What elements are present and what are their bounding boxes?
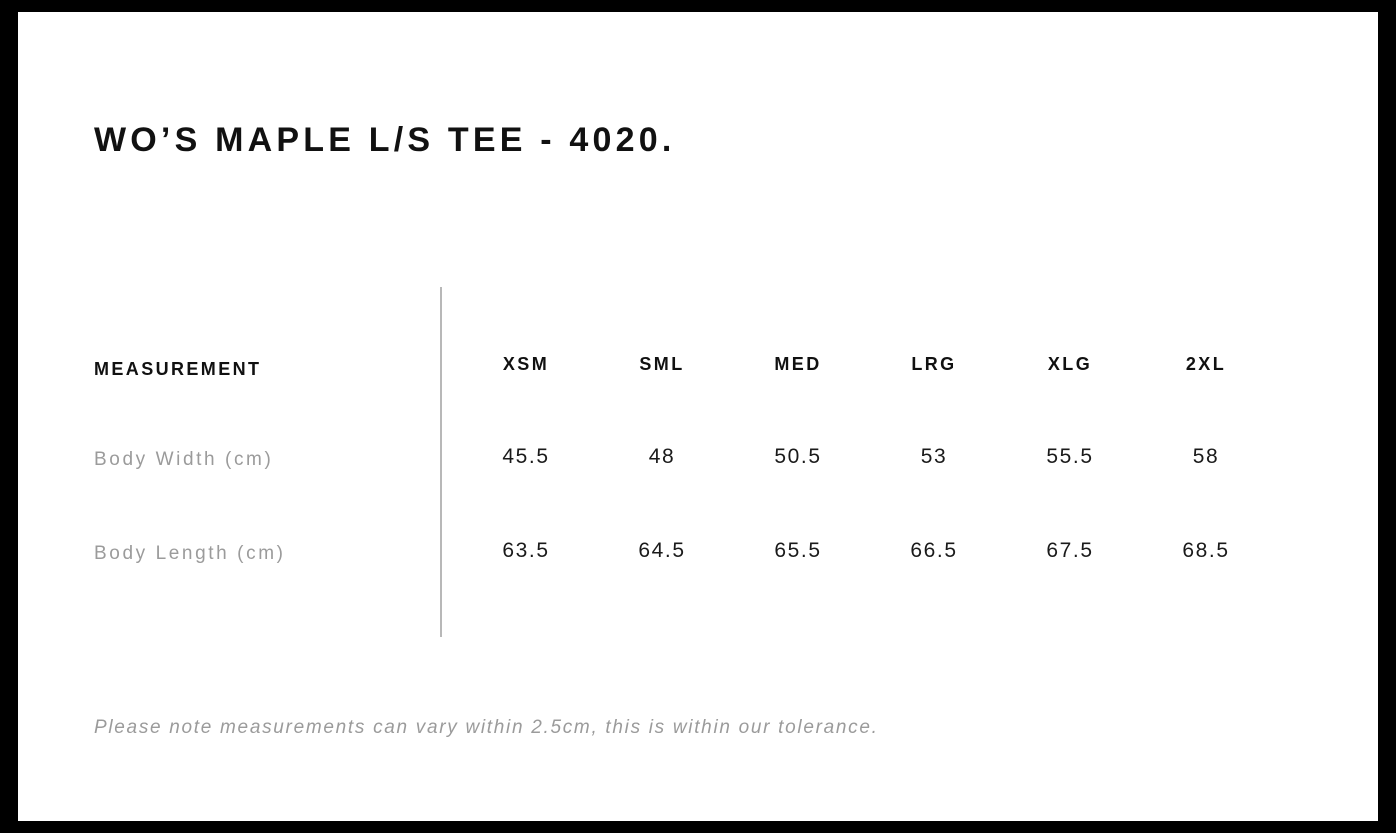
cell-body-length-2xl: 68.5	[1182, 539, 1230, 562]
row-values-body-length	[458, 539, 1278, 563]
page-title: WO’S MAPLE L/S TEE - 4020.	[94, 120, 676, 159]
column-header-xsm: XSM	[502, 354, 550, 374]
size-column-headers	[458, 354, 1278, 375]
cell-body-length-xsm: 63.5	[502, 539, 550, 562]
cell-body-length-xlg: 67.5	[1046, 539, 1094, 562]
size-chart-page	[18, 12, 1378, 821]
cell-body-length-sml: 64.5	[638, 539, 686, 562]
row-values-body-width	[458, 445, 1278, 469]
cell-body-length-med: 65.5	[774, 539, 822, 562]
row-label-body-width: Body Width (cm)	[94, 449, 274, 470]
cell-body-width-sml: 48	[648, 445, 676, 468]
column-header-sml: SML	[639, 354, 685, 374]
cell-body-width-xlg: 55.5	[1046, 445, 1094, 468]
cell-body-length-lrg: 66.5	[910, 539, 958, 562]
row-label-body-length: Body Length (cm)	[94, 543, 286, 564]
column-header-measurement: MEASUREMENT	[94, 358, 262, 379]
table-header-row	[18, 354, 1378, 384]
column-header-lrg: LRG	[911, 354, 957, 374]
column-header-xlg: XLG	[1047, 354, 1093, 374]
cell-body-width-2xl: 58	[1192, 445, 1220, 468]
cell-body-width-xsm: 45.5	[502, 445, 550, 468]
table-row	[18, 539, 1378, 569]
column-header-2xl: 2XL	[1185, 354, 1227, 374]
column-header-med: MED	[774, 354, 822, 374]
cell-body-width-lrg: 53	[920, 445, 948, 468]
cell-body-width-med: 50.5	[774, 445, 822, 468]
tolerance-note: Please note measurements can vary within 2.5cm, this is within our tolerance.	[94, 717, 879, 738]
table-row	[18, 445, 1378, 475]
